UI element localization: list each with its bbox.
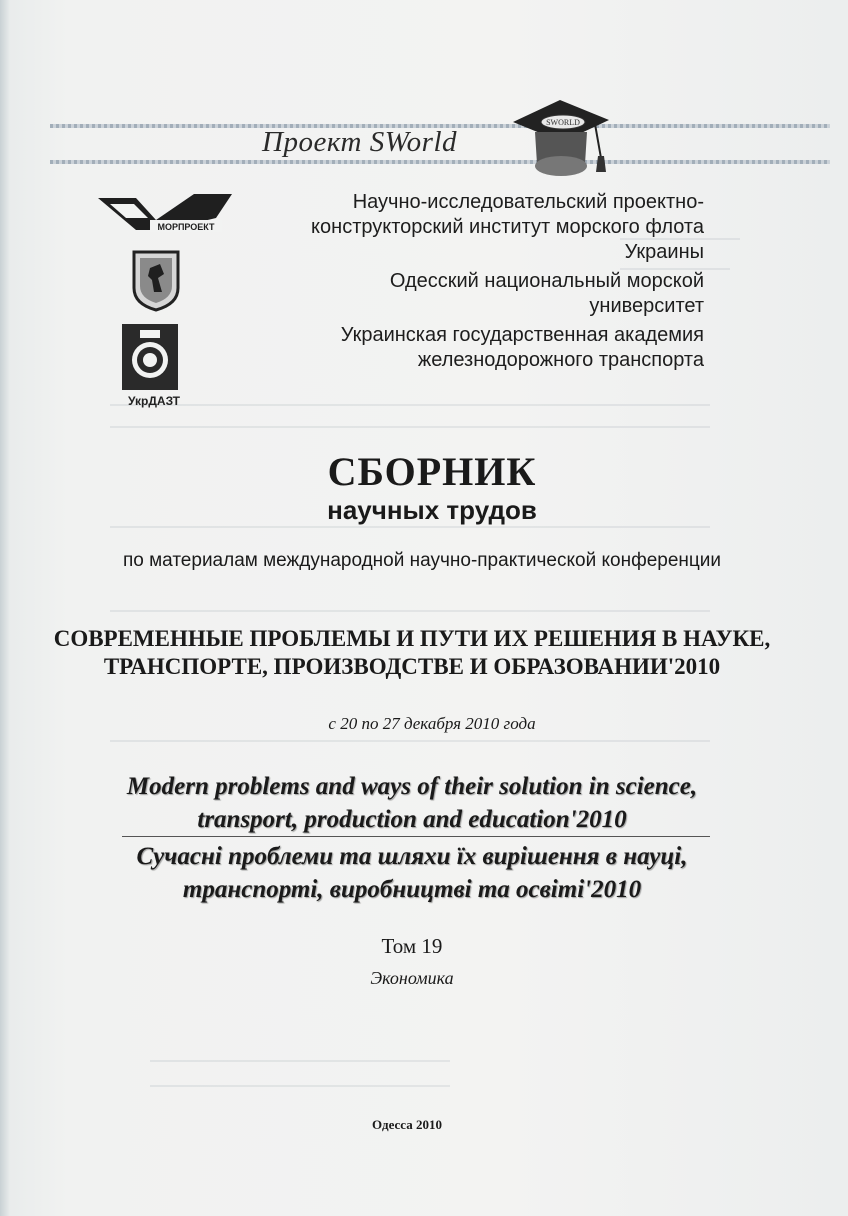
bleed-through — [110, 526, 710, 528]
morproekt-caption: МОРПРОЕКТ — [157, 222, 215, 232]
page-edge-shadow — [0, 0, 10, 1216]
bleed-through — [110, 426, 710, 428]
conference-title: СОВРЕМЕННЫЕ ПРОБЛЕМЫ И ПУТИ ИХ РЕШЕНИЯ В НАУКЕ, ТРАНСПОРТЕ, ПРОИЗВОДСТВЕ И ОБРАЗОВАНИИ'2010 — [53, 626, 771, 679]
bleed-through — [110, 740, 710, 742]
cap-label: SWORLD — [546, 118, 580, 127]
project-title: Проект SWorld — [262, 126, 458, 158]
collection-subtitle: научных трудов — [327, 495, 537, 525]
title-divider — [122, 836, 710, 837]
conference-dates: с 20 по 27 декабря 2010 года — [328, 714, 536, 733]
bleed-through — [110, 404, 710, 406]
bleed-through — [150, 1060, 450, 1062]
institution-name: Научно-исследовательский проектно-конструкторский институт морского флота Украины — [311, 191, 704, 263]
ukrdazt-caption: УкрДАЗТ — [128, 394, 180, 408]
bleed-through — [110, 610, 710, 612]
collection-title: СБОРНИК — [327, 449, 537, 494]
graduation-cap-icon — [505, 92, 615, 192]
conference-title-english: Modern problems and ways of their solution in science, transport, production and education'2010 — [126, 773, 698, 833]
imprint-city-year: Одесса 2010 — [372, 1117, 442, 1132]
volume-section: Экономика — [370, 968, 454, 988]
morproekt-logo — [96, 190, 236, 234]
institution-list — [272, 190, 704, 377]
ukrdazt-logo — [120, 322, 180, 394]
institution-name: Одесский национальный морской университет — [389, 270, 704, 317]
volume-number: Том 19 — [381, 934, 443, 958]
conference-title-ukrainian: Сучасні проблеми та шляхи їх вирішення в науці, транспорті, виробництві та освіті'2010 — [136, 843, 688, 903]
institution-name: Украинская государственная академия железнодорожного транспорта — [340, 324, 704, 371]
conference-intro: по материалам международной научно-практической конференции — [122, 550, 722, 571]
bleed-through — [150, 1085, 450, 1087]
banner-stripe-bottom — [50, 160, 830, 164]
onmu-emblem — [130, 248, 182, 312]
